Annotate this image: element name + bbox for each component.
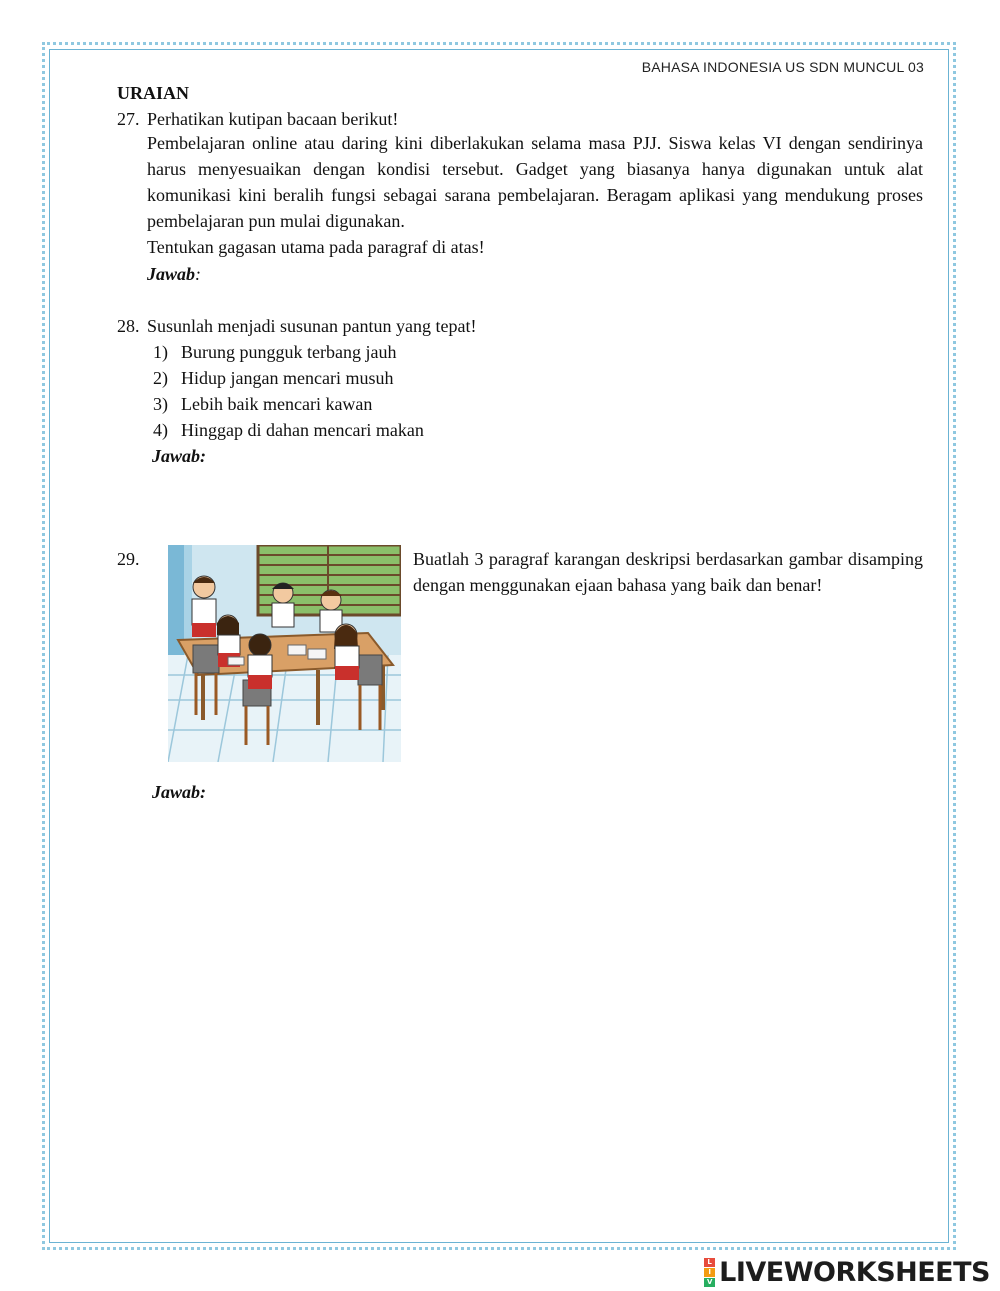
classroom-illustration: [168, 545, 401, 762]
list-item-number: 1): [153, 342, 168, 362]
list-item: [153, 391, 372, 417]
logo-letter: L: [704, 1258, 715, 1267]
liveworksheets-logo-icon: [704, 1258, 715, 1287]
list-item: [153, 417, 424, 443]
question-29-answer[interactable]: Jawab:: [152, 782, 206, 802]
answer-label: Jawab: [147, 264, 196, 284]
question-27-passage: Pembelajaran online atau daring kini diberlakukan selama masa PJJ. Siswa kelas VI dengan sendirinya harus menyesuaikan dengan kondisi tersebut. Gadget yang biasanya hanya digunakan untuk alat komunikasi kini beralih fungsi sebagai sarana pembelajaran. Beragam aplikasi yang mendukung proses pembelajaran pun mulai digunakan.: [147, 133, 923, 231]
logo-letter: V: [704, 1278, 715, 1287]
page-header: BAHASA INDONESIA US SDN MUNCUL 03: [641, 59, 924, 75]
section-title: URAIAN: [117, 83, 189, 103]
list-item-number: 4): [153, 420, 168, 440]
question-27-instruction: Tentukan gagasan utama pada paragraf di atas!: [147, 237, 485, 257]
question-27-answer[interactable]: [147, 261, 201, 287]
brand-name: LIVEWORKSHEETS: [719, 1256, 990, 1288]
list-item-number: 3): [153, 394, 168, 414]
question-29-number: 29.: [117, 549, 140, 569]
list-item-text: Hidup jangan mencari musuh: [181, 368, 394, 388]
list-item-text: Burung pungguk terbang jauh: [181, 342, 397, 362]
list-item: [153, 339, 396, 365]
question-27-number: 27.: [117, 109, 140, 129]
question-28-answer[interactable]: Jawab:: [152, 446, 206, 466]
question-28-number: 28.: [117, 316, 140, 336]
list-item-number: 2): [153, 368, 168, 388]
liveworksheets-brand[interactable]: [704, 1255, 990, 1289]
list-item-text: Hinggap di dahan mencari makan: [181, 420, 424, 440]
question-29-instruction: Buatlah 3 paragraf karangan deskripsi berdasarkan gambar disamping dengan menggunakan ejaan bahasa yang baik dan benar!: [413, 549, 923, 595]
question-27-prompt: Perhatikan kutipan bacaan berikut!: [147, 109, 399, 129]
list-item-text: Lebih baik mencari kawan: [181, 394, 373, 414]
logo-letter: I: [704, 1268, 715, 1277]
question-28-prompt: Susunlah menjadi susunan pantun yang tepat!: [147, 316, 477, 336]
list-item: [153, 365, 393, 391]
answer-colon: :: [195, 264, 202, 284]
